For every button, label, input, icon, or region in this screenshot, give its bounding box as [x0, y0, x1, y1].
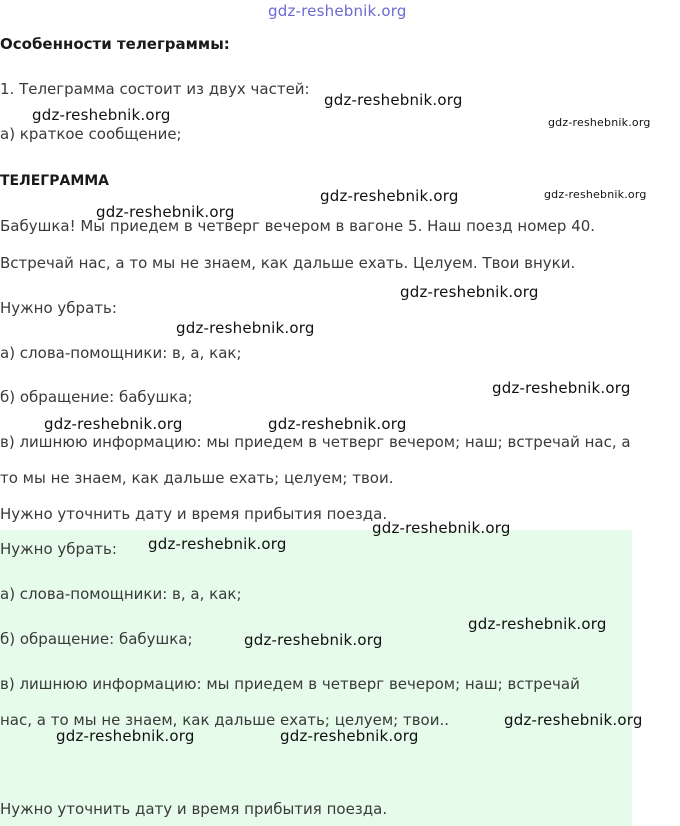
analysis-item-b: б) обращение: бабушка;: [0, 388, 193, 406]
watermark: gdz-reshebnik.org: [324, 91, 463, 109]
watermark: gdz-reshebnik.org: [176, 319, 315, 337]
intro-line-2: а) краткое сообщение;: [0, 125, 182, 143]
highlight-item-c: в) лишнюю информацию: мы приедем в четверг вечером; наш; встречай: [0, 675, 580, 693]
highlight-item-a: а) слова-помощники: в, а, как;: [0, 585, 242, 603]
watermark: gdz-reshebnik.org: [504, 711, 643, 729]
watermark: gdz-reshebnik.org: [96, 203, 235, 221]
watermark: gdz-reshebnik.org: [544, 188, 647, 201]
watermark: gdz-reshebnik.org: [244, 631, 383, 649]
highlight-item-b: б) обращение: бабушка;: [0, 630, 193, 648]
watermark: gdz-reshebnik.org: [268, 2, 407, 20]
watermark: gdz-reshebnik.org: [492, 379, 631, 397]
telegram-line-1: Бабушка! Мы приедем в четверг вечером в вагоне 5. Наш поезд номер 40.: [0, 217, 596, 235]
watermark: gdz-reshebnik.org: [268, 415, 407, 433]
page-heading: Особенности телеграммы:: [0, 35, 230, 53]
highlight-conclusion: Нужно уточнить дату и время прибытия поезда.: [0, 800, 388, 818]
telegram-title: ТЕЛЕГРАММА: [0, 173, 110, 189]
analysis-lead: Нужно убрать:: [0, 299, 117, 317]
watermark: gdz-reshebnik.org: [56, 727, 195, 745]
watermark: gdz-reshebnik.org: [372, 519, 511, 537]
watermark: gdz-reshebnik.org: [468, 615, 607, 633]
intro-line-1: 1. Телеграмма состоит из двух частей:: [0, 80, 310, 98]
analysis-item-c-cont: то мы не знаем, как дальше ехать; целуем; твои.: [0, 469, 394, 487]
watermark: gdz-reshebnik.org: [320, 187, 459, 205]
watermark: gdz-reshebnik.org: [148, 535, 287, 553]
watermark: gdz-reshebnik.org: [400, 283, 539, 301]
watermark: gdz-reshebnik.org: [44, 415, 183, 433]
watermark: gdz-reshebnik.org: [548, 116, 651, 129]
analysis-item-c: в) лишнюю информацию: мы приедем в четверг вечером; наш; встречай нас, а: [0, 433, 631, 451]
watermark: gdz-reshebnik.org: [280, 727, 419, 745]
analysis-item-a: а) слова-помощники: в, а, как;: [0, 344, 242, 362]
telegram-line-2: Встречай нас, а то мы не знаем, как дальше ехать. Целуем. Твои внуки.: [0, 254, 576, 272]
highlight-lead: Нужно убрать:: [0, 540, 117, 558]
watermark: gdz-reshebnik.org: [32, 106, 171, 124]
analysis-conclusion: Нужно уточнить дату и время прибытия поезда.: [0, 505, 388, 523]
highlight-item-c-cont: нас, а то мы не знаем, как дальше ехать; целуем; твои..: [0, 711, 450, 729]
